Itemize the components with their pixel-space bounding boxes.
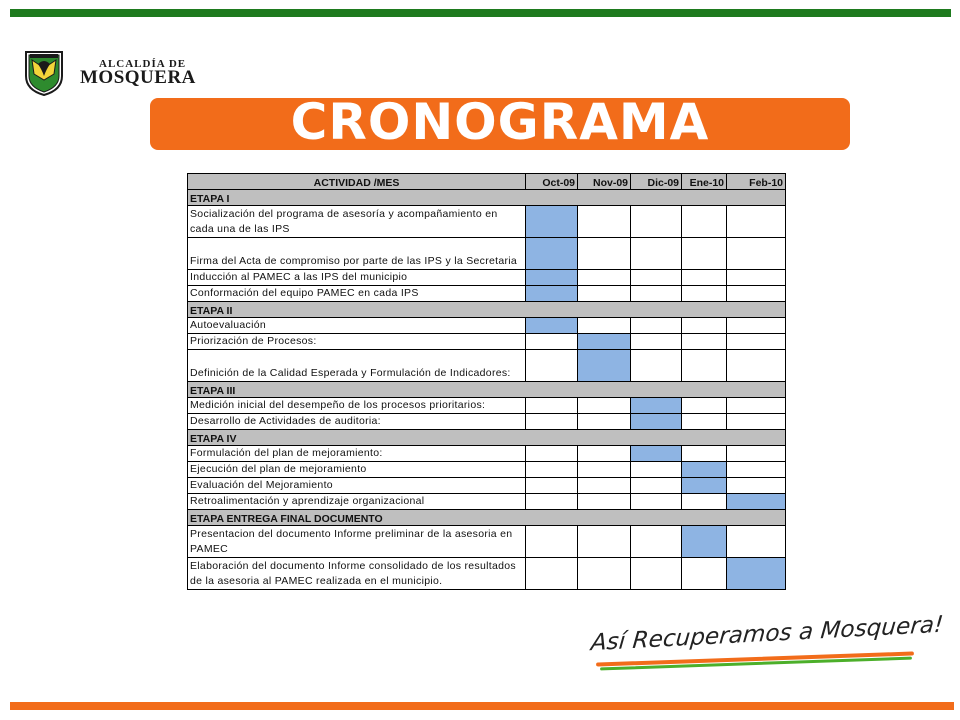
activity-cell: Conformación del equipo PAMEC en cada IPS (188, 286, 526, 302)
month-header: Oct-09 (526, 174, 578, 190)
month-cell (682, 446, 727, 462)
month-cell (526, 494, 578, 510)
month-cell (631, 334, 682, 350)
month-cell (578, 494, 631, 510)
table-row (188, 414, 786, 430)
table-row (188, 446, 786, 462)
month-cell-scheduled (727, 494, 786, 510)
month-cell (631, 318, 682, 334)
table-row (188, 318, 786, 334)
month-cell-scheduled (682, 526, 727, 558)
month-cell (526, 350, 578, 382)
table-row (188, 238, 786, 270)
month-cell (727, 334, 786, 350)
table-row (188, 398, 786, 414)
month-cell (727, 414, 786, 430)
month-cell-scheduled (727, 558, 786, 590)
month-cell (727, 318, 786, 334)
table-header-row (188, 174, 786, 190)
municipal-shield-icon (24, 50, 64, 96)
activity-cell: Elaboración del documento Informe consolidado de los resultados de la asesoria al PAMEC realizada en el municipio. (188, 558, 526, 590)
month-cell (727, 238, 786, 270)
activity-cell: Priorización de Procesos: (188, 334, 526, 350)
month-cell-scheduled (526, 238, 578, 270)
month-cell (682, 286, 727, 302)
stage-row (188, 382, 786, 398)
month-cell (682, 334, 727, 350)
activity-cell: Autoevaluación (188, 318, 526, 334)
page-title: CRONOGRAMA (290, 93, 710, 151)
month-cell (682, 238, 727, 270)
month-cell (631, 494, 682, 510)
month-cell (578, 446, 631, 462)
bottom-orange-bar (10, 702, 954, 710)
month-cell (578, 206, 631, 238)
month-cell (578, 414, 631, 430)
month-cell (578, 526, 631, 558)
stage-label: ETAPA III (188, 382, 786, 398)
month-cell-scheduled (526, 286, 578, 302)
table-row (188, 462, 786, 478)
month-cell (682, 270, 727, 286)
month-cell-scheduled (631, 446, 682, 462)
month-cell (526, 478, 578, 494)
month-cell (526, 462, 578, 478)
month-header: Dic-09 (631, 174, 682, 190)
activity-cell: Desarrollo de Actividades de auditoria: (188, 414, 526, 430)
month-cell-scheduled (526, 206, 578, 238)
month-cell (578, 238, 631, 270)
month-cell (631, 286, 682, 302)
month-cell (727, 350, 786, 382)
stage-label: ETAPA ENTREGA FINAL DOCUMENTO (188, 510, 786, 526)
activity-cell: Definición de la Calidad Esperada y Formulación de Indicadores: (188, 350, 526, 382)
month-cell (727, 270, 786, 286)
month-header: Nov-09 (578, 174, 631, 190)
month-cell-scheduled (578, 350, 631, 382)
activity-cell: Inducción al PAMEC a las IPS del municipio (188, 270, 526, 286)
stage-label: ETAPA II (188, 302, 786, 318)
month-cell (727, 398, 786, 414)
stage-label: ETAPA IV (188, 430, 786, 446)
month-cell-scheduled (578, 334, 631, 350)
table-row (188, 526, 786, 558)
stage-row (188, 190, 786, 206)
title-banner (150, 93, 850, 151)
stage-row (188, 510, 786, 526)
stage-label: ETAPA I (188, 190, 786, 206)
month-cell (727, 206, 786, 238)
month-cell (682, 558, 727, 590)
table-row (188, 558, 786, 590)
month-cell (631, 270, 682, 286)
activity-column-header: ACTIVIDAD /MES (188, 174, 526, 190)
activity-cell: Evaluación del Mejoramiento (188, 478, 526, 494)
table-row (188, 334, 786, 350)
slogan-text: Así Recuperamos a Mosquera! (589, 611, 945, 657)
month-cell (727, 462, 786, 478)
activity-cell: Presentacion del documento Informe preliminar de la asesoria en PAMEC (188, 526, 526, 558)
activity-cell: Socialización del programa de asesoría y acompañamiento en cada una de las IPS (188, 206, 526, 238)
month-cell (727, 286, 786, 302)
top-green-bar (10, 9, 951, 17)
month-cell (631, 558, 682, 590)
month-cell (682, 350, 727, 382)
month-cell (631, 238, 682, 270)
month-cell (727, 526, 786, 558)
month-cell (631, 526, 682, 558)
month-cell (727, 446, 786, 462)
activity-cell: Ejecución del plan de mejoramiento (188, 462, 526, 478)
month-cell-scheduled (526, 318, 578, 334)
stage-row (188, 302, 786, 318)
month-cell (578, 558, 631, 590)
month-cell (682, 206, 727, 238)
month-cell-scheduled (682, 478, 727, 494)
logo-text-alcaldia: ALCALDÍA DE (99, 58, 187, 70)
logo-text-mosquera: MOSQUERA (80, 67, 196, 88)
month-cell (578, 398, 631, 414)
table-row (188, 286, 786, 302)
activity-cell: Retroalimentación y aprendizaje organizacional (188, 494, 526, 510)
activity-cell: Medición inicial del desempeño de los procesos prioritarios: (188, 398, 526, 414)
table-row (188, 270, 786, 286)
month-cell (631, 350, 682, 382)
month-cell (578, 318, 631, 334)
month-cell-scheduled (526, 270, 578, 286)
month-cell-scheduled (631, 398, 682, 414)
month-header: Feb-10 (727, 174, 786, 190)
month-cell (682, 318, 727, 334)
slogan (589, 611, 945, 673)
schedule-table (187, 173, 786, 590)
activity-cell: Formulación del plan de mejoramiento: (188, 446, 526, 462)
month-cell (682, 398, 727, 414)
month-cell (631, 478, 682, 494)
month-cell (526, 446, 578, 462)
month-cell (578, 462, 631, 478)
table-row (188, 206, 786, 238)
month-cell (682, 414, 727, 430)
month-header: Ene-10 (682, 174, 727, 190)
month-cell (526, 334, 578, 350)
month-cell (526, 558, 578, 590)
table-row (188, 494, 786, 510)
month-cell (631, 206, 682, 238)
month-cell (682, 494, 727, 510)
month-cell (578, 478, 631, 494)
activity-cell: Firma del Acta de compromiso por parte de las IPS y la Secretaria (188, 238, 526, 270)
schedule-table-body (188, 174, 786, 590)
month-cell (631, 462, 682, 478)
month-cell (578, 270, 631, 286)
table-row (188, 478, 786, 494)
month-cell-scheduled (631, 414, 682, 430)
stage-row (188, 430, 786, 446)
month-cell (526, 398, 578, 414)
month-cell (526, 414, 578, 430)
month-cell-scheduled (682, 462, 727, 478)
table-row (188, 350, 786, 382)
month-cell (526, 526, 578, 558)
month-cell (578, 286, 631, 302)
month-cell (727, 478, 786, 494)
